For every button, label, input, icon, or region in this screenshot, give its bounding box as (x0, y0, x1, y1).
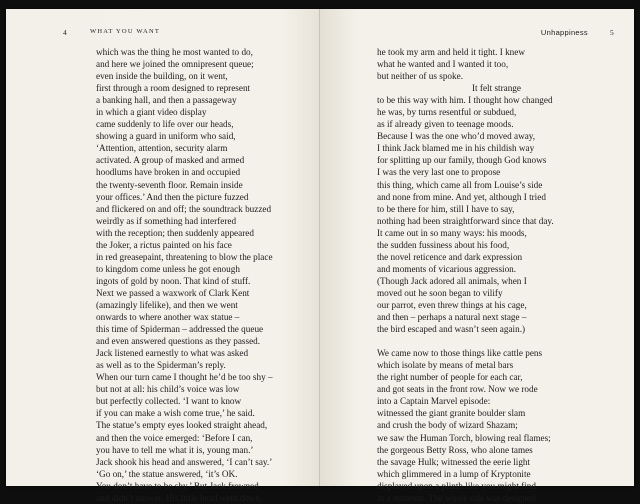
right-page (320, 9, 634, 503)
text-line: I was the very last one to propose (377, 167, 501, 178)
text-line: and got seats in the front row. Now we rode (377, 384, 538, 395)
text-line: as if already given to teenage moods. (377, 119, 514, 130)
text-line: Next we passed a waxwork of Clark Kent (96, 287, 250, 298)
text-line: It came out in so many ways: his moods, (377, 227, 527, 238)
text-line: onwards to where another wax statue – (96, 312, 240, 323)
text-line: to kingdom come unless he got enough (96, 263, 240, 274)
text-line: our parrot, even threw things at his cage, (377, 299, 527, 310)
text-line: you have to tell me what it is, young man.’ (96, 444, 254, 455)
text-line: to be there for him, still I have to say, (377, 203, 515, 214)
text-line: your offices.’ And then the picture fuzzed (96, 191, 249, 202)
text-line: but neither of us spoke. (377, 71, 463, 82)
text-line: Because I was the one who’d moved away, (377, 131, 536, 142)
text-line: I think Jack blamed me in his childish way (377, 143, 535, 154)
text-line: displayed upon a plinth like you might find (377, 480, 536, 491)
text-line: nothing had been straightforward since that day. (377, 215, 554, 226)
text-line: (Though Jack adored all animals, when I (377, 275, 527, 286)
text-line: this thing, which came all from Louise’s side (377, 179, 543, 190)
text-line: moved out he soon began to vilify (377, 287, 503, 298)
text-line: he was, by turns resentful or subdued, (377, 107, 517, 118)
text-line: the twenty-seventh floor. Remain inside (96, 179, 243, 190)
right-running-head: Unhappiness (540, 28, 588, 37)
text-line: and then the voice emerged: ‘Before I can, (96, 432, 253, 443)
text-line: and moments of vicarious aggression. (377, 263, 517, 274)
text-line: ‘Go on,’ the statue answered, ‘it’s OK. (96, 468, 238, 479)
text-line: and even answered questions as they passed. (96, 336, 261, 347)
right-page-number: 5 (609, 28, 614, 37)
text-line: the sudden fussiness about his food, (377, 239, 510, 250)
text-line: the gorgeous Betty Ross, who alone tames (377, 444, 533, 455)
text-line: but not at all: his child’s voice was low (96, 384, 240, 395)
text-line: ingots of gold by noon. That kind of stuff. (96, 275, 251, 286)
text-line: he took my arm and held it tight. I knew (377, 47, 525, 57)
text-line: and flickered on and off; the soundtrack buzzed (96, 203, 272, 214)
text-line: the savage Hulk; witnessed the eerie light (377, 456, 531, 467)
text-line: but perfectly collected. ‘I want to know (96, 396, 242, 407)
left-page-text (96, 46, 273, 504)
text-line: weirdly as if something had interfered (96, 215, 237, 226)
text-line: and then – perhaps a natural next stage – (377, 312, 527, 323)
text-line: The statue’s empty eyes looked straight ahead, (96, 420, 268, 431)
text-line: first through a room designed to represent (96, 83, 251, 94)
text-line: to be this way with him. I thought how changed (377, 95, 553, 106)
text-line: When our turn came I thought he’d be too shy – (96, 372, 273, 383)
text-line: came suddenly to life over our heads, (96, 119, 234, 130)
text-line: the Joker, a rictus painted on his face (96, 239, 232, 250)
text-line: in red greasepaint, threatening to blow the place (96, 251, 273, 262)
text-line: the right number of people for each car, (377, 372, 523, 383)
text-line: and here we joined the omnipresent queue; (96, 59, 254, 70)
text-line: a banking hall, and then a passageway (96, 95, 237, 106)
text-line: (amazingly lifelike), and then we went (96, 299, 238, 310)
text-line: the novel reticence and dark expression (377, 251, 523, 262)
text-line: It felt strange (472, 83, 521, 94)
text-line (377, 335, 554, 347)
left-running-head: WHAT YOU WANT (90, 28, 161, 35)
left-page-number: 4 (63, 28, 68, 37)
text-line: even inside the building, on it went, (96, 71, 228, 82)
text-line: what he wanted and I wanted it too, (377, 59, 509, 70)
text-line: Jack listened earnestly to what was asked (96, 348, 249, 359)
text-line: into a Captain Marvel episode: (377, 396, 491, 407)
text-line: witnessed the giant granite boulder slam (377, 408, 526, 419)
text-line: for splitting up our family, though God knows (377, 155, 547, 166)
text-line: as well as to the Spiderman’s reply. (96, 360, 226, 371)
text-line: we saw the Human Torch, blowing real flames; (377, 432, 551, 443)
text-line: which glimmered in a lump of Kryptonite (377, 468, 531, 479)
book-spread (6, 9, 634, 503)
text-line: in which a giant video display (96, 107, 207, 118)
text-line: with the reception; then suddenly appeared (96, 227, 254, 238)
text-line: ‘Attention, attention, security alarm (96, 143, 228, 154)
text-line: and crush the body of wizard Shazam; (377, 420, 518, 431)
text-line: in a museum. The whole ride was designed (377, 492, 536, 503)
text-line: the bird escaped and wasn’t seen again.) (377, 324, 526, 335)
right-page-text (377, 46, 554, 504)
text-line: which isolate by means of metal bars (377, 360, 514, 371)
left-page (6, 9, 320, 503)
text-line: showing a guard in uniform who said, (96, 131, 236, 142)
text-line: hoodlums have broken in and occupied (96, 167, 241, 178)
text-line: which was the thing he most wanted to do, (96, 47, 253, 57)
text-line: activated. A group of masked and armed (96, 155, 245, 166)
text-line: if you can make a wish come true,’ he said. (96, 408, 255, 419)
text-line: You don’t have to be shy.’ But Jack frowned (96, 480, 259, 491)
text-line: this time of Spiderman – addressed the queue (96, 324, 264, 335)
text-line: Jack shook his head and answered, ‘I can’t say.’ (96, 456, 273, 467)
text-line: We came now to those things like cattle pens (377, 348, 543, 359)
text-line: and none from mine. And yet, although I tried (377, 191, 546, 202)
text-line: and didn’t answer. His little head went down, (96, 492, 263, 503)
